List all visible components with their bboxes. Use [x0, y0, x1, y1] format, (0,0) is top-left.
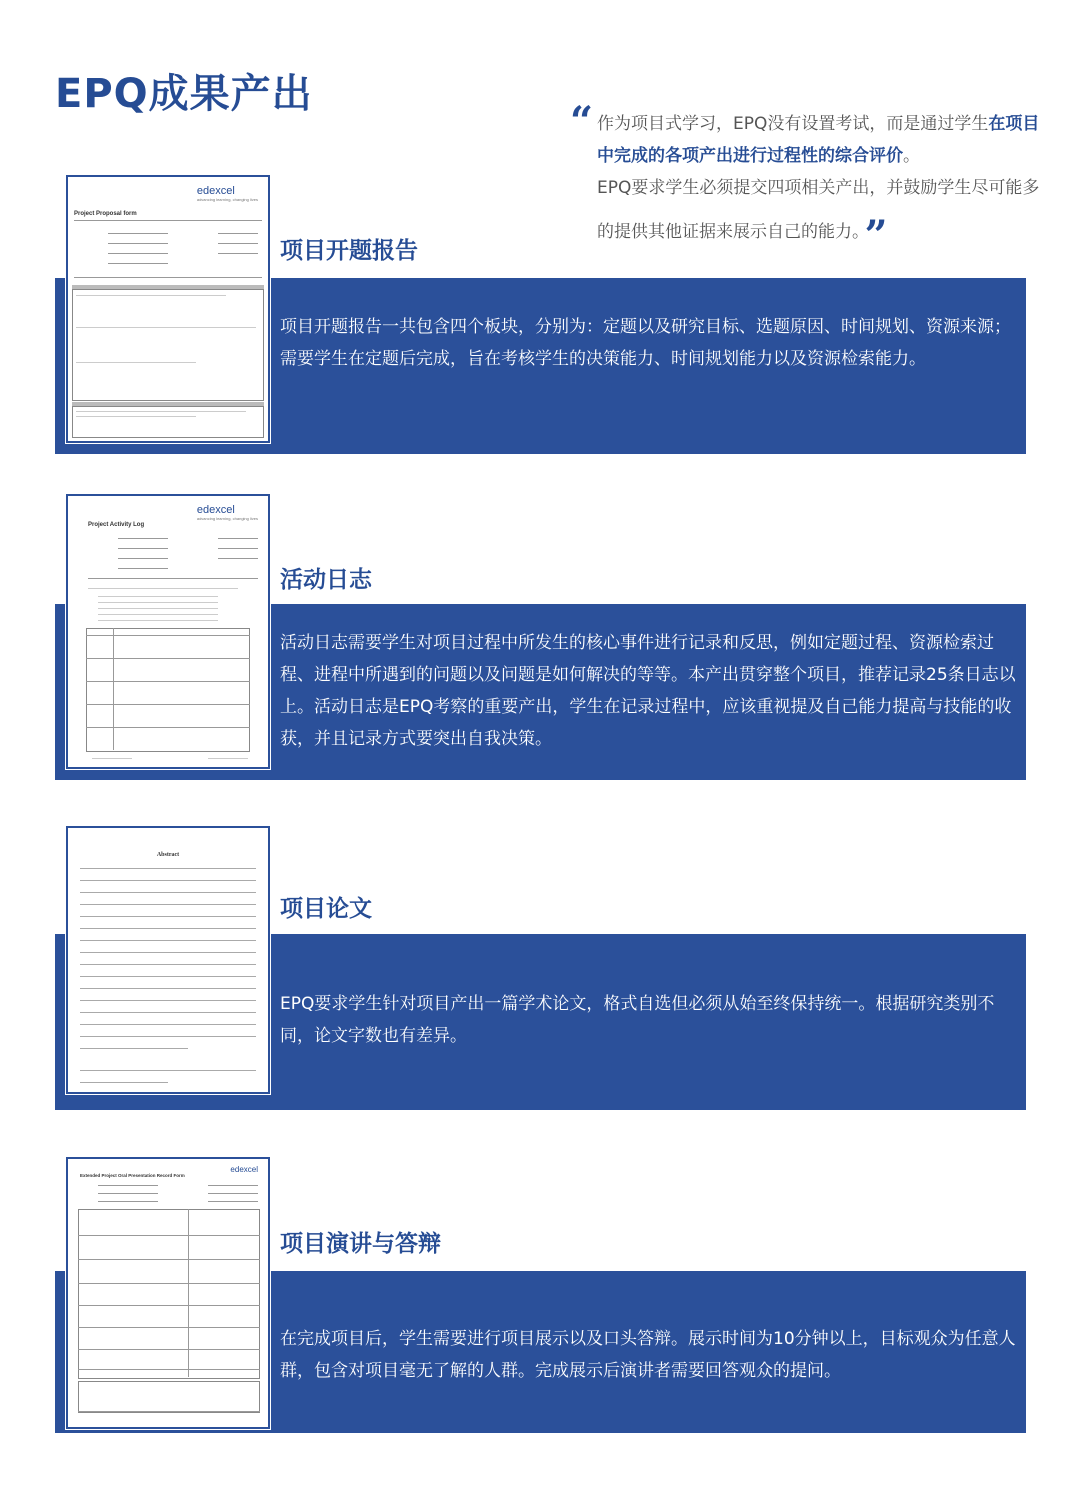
- section-title: 项目开题报告: [280, 238, 418, 264]
- open-quote-mark: “: [570, 98, 594, 145]
- section-title: 活动日志: [280, 567, 372, 593]
- proposal-form-image: [66, 175, 270, 443]
- doc-title: Abstract: [156, 852, 180, 858]
- section-description: 在完成项目后，学生需要进行项目展示以及口头答辩。展示时间为10分钟以上，目标观众为任意人群，包含对项目毫无了解的人群。完成展示后演讲者需要回答观众的提问。: [280, 1329, 1016, 1381]
- intro-quote: [570, 98, 1040, 259]
- doc-title: Project Proposal form: [74, 211, 137, 217]
- quote-highlight: 在项目中完成的各项产出进行过程性的综合评价: [597, 114, 1040, 166]
- presentation-form-image: [66, 1157, 270, 1429]
- quote-paragraph-2: [570, 172, 1040, 259]
- activity-log-image: [66, 494, 270, 769]
- doc-title: Extended Project Oral Presentation Record Form: [80, 1173, 185, 1178]
- quote-paragraph-1: [570, 108, 1040, 172]
- quote-period: 。: [903, 146, 920, 166]
- section-title: 项目论文: [280, 896, 372, 922]
- edexcel-logo: edexcel advancing learning, changing lives: [196, 504, 258, 521]
- close-quote-mark: ”: [864, 212, 888, 259]
- section-description: 活动日志需要学生对项目过程中所发生的核心事件进行记录和反思，例如定题过程、资源检索过程、进程中所遇到的问题以及问题是如何解决的等等。本产出贯穿整个项目，推荐记录25条日志以上。活动日志是EPQ考察的重要产出，学生在记录过程中，应该重视提及自己能力提高与技能的收获，并且记录方式要突出自我决策。: [280, 633, 1016, 749]
- edexcel-logo: edexcel: [230, 1165, 258, 1174]
- doc-title: Project Activity Log: [88, 522, 145, 528]
- section-title: 项目演讲与答辩: [280, 1231, 441, 1257]
- page-title: EPQ成果产出: [55, 71, 313, 117]
- quote-text-2: EPQ要求学生必须提交四项相关产出，并鼓励学生尽可能多的提供其他证据来展示自己的能力。: [597, 178, 1040, 242]
- edexcel-logo: edexcel advancing learning, changing lives: [196, 185, 258, 202]
- thesis-abstract-image: [66, 826, 270, 1094]
- quote-text: 作为项目式学习，EPQ没有设置考试，而是通过学生: [597, 114, 989, 134]
- section-description: EPQ要求学生针对项目产出一篇学术论文，格式自选但必须从始至终保持统一。根据研究类别不同，论文字数也有差异。: [280, 994, 995, 1046]
- section-description: 项目开题报告一共包含四个板块，分别为：定题以及研究目标、选题原因、时间规划、资源来源；需要学生在定题后完成，旨在考核学生的决策能力、时间规划能力以及资源检索能力。: [280, 317, 1011, 369]
